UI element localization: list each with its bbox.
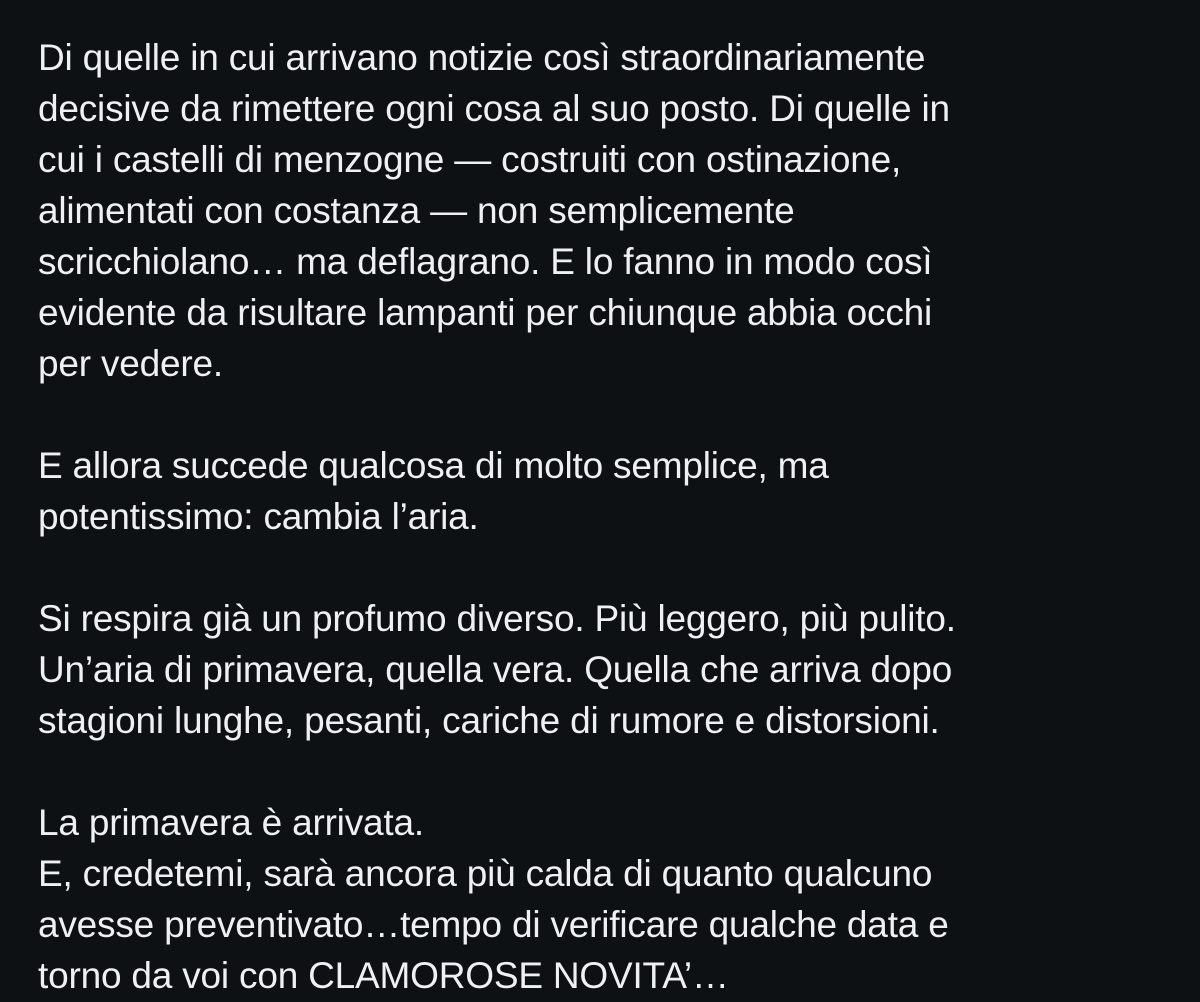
text-line: torno da voi con CLAMOROSE NOVITA’…: [38, 955, 729, 996]
post-body: [38, 32, 1188, 1001]
text-line: E, credetemi, sarà ancora più calda di quanto qualcuno: [38, 853, 933, 894]
text-line: decisive da rimettere ogni cosa al suo posto. Di quelle in: [38, 88, 950, 129]
text-line: Un’aria di primavera, quella vera. Quella che arriva dopo: [38, 649, 953, 690]
text-line: potentissimo: cambia l’aria.: [38, 496, 479, 537]
paragraph-2: [38, 440, 1188, 542]
paragraph-gap: [38, 746, 1188, 797]
text-line: Di quelle in cui arrivano notizie così straordinariamente: [38, 37, 926, 78]
text-line: scricchiolano… ma deflagrano. E lo fanno in modo così: [38, 241, 933, 282]
paragraph-1: [38, 32, 1188, 389]
text-line: La primavera è arrivata.: [38, 802, 424, 843]
text-line: cui i castelli di menzogne — costruiti con ostinazione,: [38, 139, 902, 180]
text-line: alimentati con costanza — non semplicemente: [38, 190, 795, 231]
text-line: E allora succede qualcosa di molto semplice, ma: [38, 445, 829, 486]
text-line: Si respira già un profumo diverso. Più leggero, più pulito.: [38, 598, 956, 639]
text-line: per vedere.: [38, 343, 223, 384]
paragraph-gap: [38, 542, 1188, 593]
paragraph-4: [38, 797, 1188, 1001]
paragraph-gap: [38, 389, 1188, 440]
paragraph-3: [38, 593, 1188, 746]
text-line: avesse preventivato…tempo di verificare qualche data e: [38, 904, 949, 945]
text-line: stagioni lunghe, pesanti, cariche di rumore e distorsioni.: [38, 700, 940, 741]
text-line: evidente da risultare lampanti per chiunque abbia occhi: [38, 292, 933, 333]
